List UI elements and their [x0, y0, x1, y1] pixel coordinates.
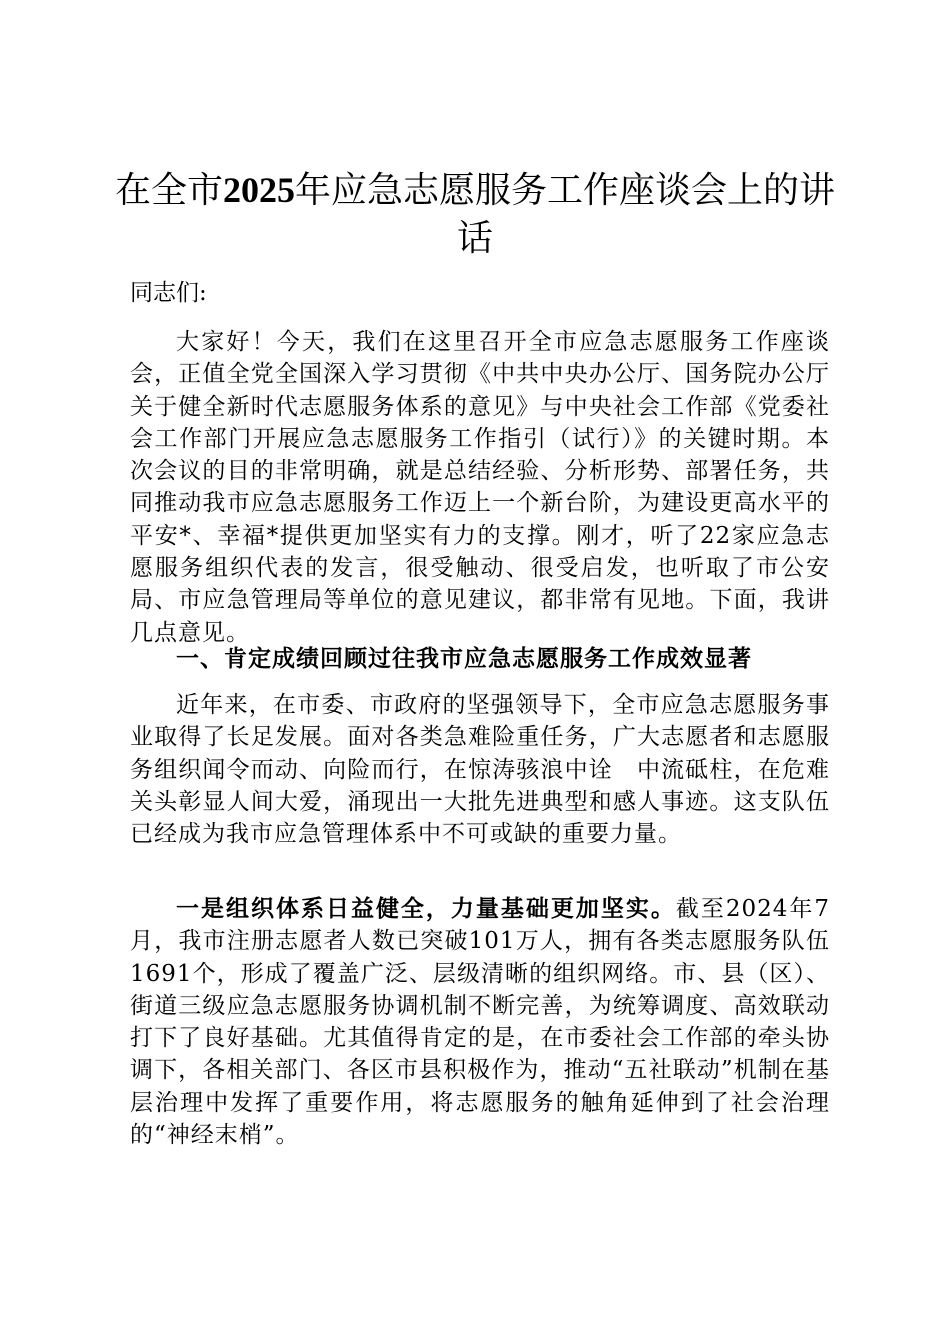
paragraph-body: 截至2024年7月，我市注册志愿者人数已突破101万人，拥有各类志愿服务队伍1691个，形成了覆盖广泛、层级清晰的组织网络。市、县（区）、街道三级应急志愿服务协调机制不断完善，为统筹调度、高效联动打下了良好基础。尤其值得肯定的是，在市委社会工作部的牵头协调下，各相关部门、各区市县积极作为，推动“五社联动”机制在基层治理中发挥了重要作用，将志愿服务的触角延伸到了社会治理的“神经末梢”。	[130, 896, 830, 1149]
title-suffix: 年应急志愿服务工作座谈会上的讲话	[295, 170, 836, 259]
paragraph-organization	[130, 893, 830, 1151]
section-heading-1: 一、肯定成绩回顾过往我市应急志愿服务工作成效显著	[176, 645, 752, 672]
paragraph-opening: 大家好！今天，我们在这里召开全市应急志愿服务工作座谈会，正值全党全国深入学习贯彻《中共中央办公厅、国务院办公厅关于健全新时代志愿服务体系的意见》与中央社会工作部《党委社会工作部门开展应急志愿服务工作指引（试行）》的关键时期。本次会议的目的非常明确，就是总结经验、分析形势、部署任务，共同推动我市应急志愿服务工作迈上一个新台阶，为建设更高水平的平安*、幸福*提供更加坚实有力的支撑。刚才，听了22家应急志愿服务组织代表的发言，很受触动、很受启发，也听取了市公安局、市应急管理局等单位的意见建议，都非常有见地。下面，我讲几点意见。	[130, 329, 830, 646]
document-title	[110, 166, 840, 263]
title-year: 2025	[223, 170, 295, 210]
salutation: 同志们:	[130, 280, 207, 306]
title-prefix: 在全市	[114, 170, 223, 211]
paragraph-lead: 一是组织体系日益健全，力量基础更加坚实。	[176, 895, 676, 922]
paragraph-achievements: 近年来，在市委、市政府的坚强领导下，全市应急志愿服务事业取得了长足发展。面对各类急难险重任务，广大志愿者和志愿服务组织闻令而动、向险而行，在惊涛骇浪中诠 中流砥柱，在危难关头彰显人间大爱，涌现出一大批先进典型和感人事迹。这支队伍已经成为我市应急管理体系中不可或缺的重要力量。	[130, 692, 830, 848]
